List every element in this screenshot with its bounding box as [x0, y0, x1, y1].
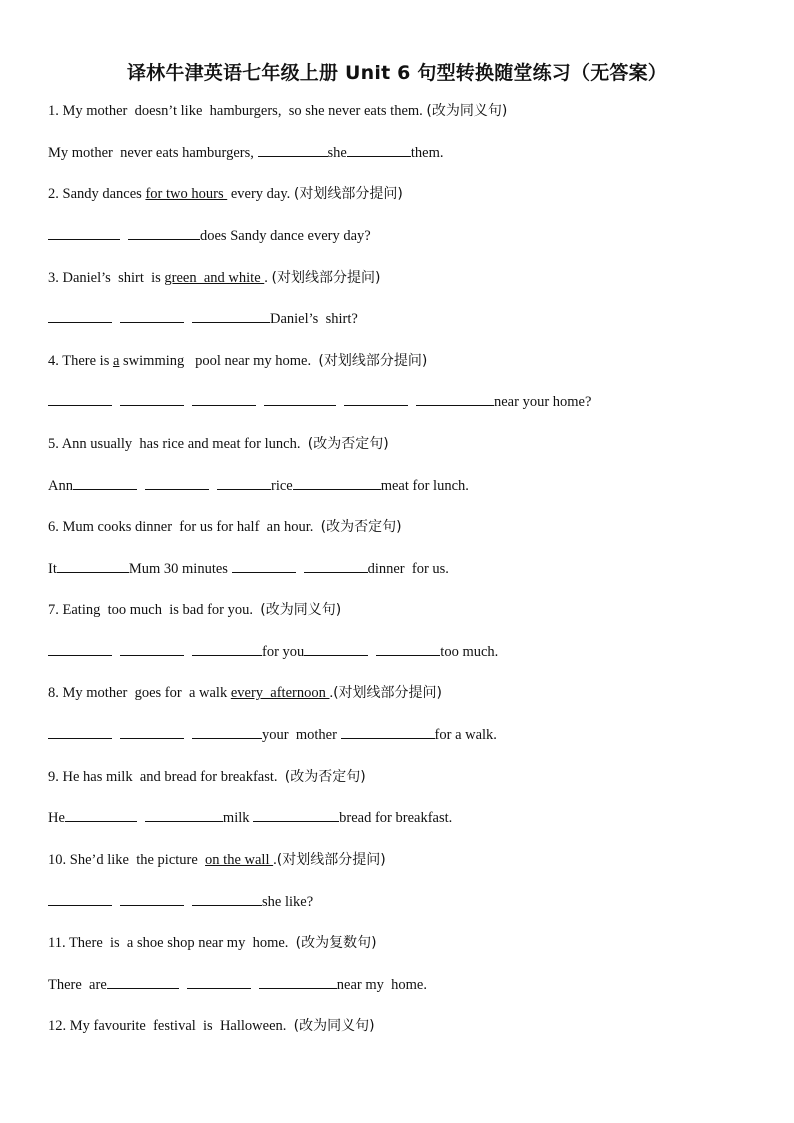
- question-text: 2. Sandy dances: [48, 186, 146, 202]
- question-text: 3. Daniel’s shirt is: [48, 270, 165, 286]
- answer-blank[interactable]: [304, 643, 368, 656]
- answer-blank[interactable]: [192, 893, 262, 906]
- answer-blank[interactable]: [120, 643, 184, 656]
- question-text: 11. There is a shoe shop near my home.: [48, 935, 296, 951]
- question-text: 5. Ann usually has rice and meat for lunch.: [48, 436, 308, 452]
- answer-text: It: [48, 561, 57, 577]
- answer-blank[interactable]: [264, 393, 336, 406]
- answer-blank[interactable]: [259, 976, 337, 989]
- page-title: 译林牛津英语七年级上册 Unit 6 句型转换随堂练习（无答案）: [126, 62, 667, 84]
- answer-9: [48, 809, 452, 827]
- question-8: [48, 684, 442, 702]
- answer-text: milk: [222, 810, 254, 826]
- answer-blank[interactable]: [48, 643, 112, 656]
- instruction-tag: (改为同义句): [426, 103, 508, 119]
- instruction-tag: (对划线部分提问): [271, 270, 381, 286]
- question-1: [48, 102, 507, 120]
- answer-7: [48, 643, 498, 661]
- answer-blank[interactable]: [120, 893, 184, 906]
- answer-blank[interactable]: [145, 477, 209, 490]
- instruction-tag: (改为否定句): [284, 769, 366, 785]
- answer-blank[interactable]: [73, 477, 137, 490]
- answer-10: [48, 893, 313, 911]
- answer-blank[interactable]: [258, 144, 328, 157]
- answer-blank[interactable]: [120, 310, 184, 323]
- answer-blank[interactable]: [192, 393, 256, 406]
- answer-blank[interactable]: [304, 560, 368, 573]
- instruction-tag: (对划线部分提问): [333, 685, 443, 701]
- answer-blank[interactable]: [48, 726, 112, 739]
- answer-blank[interactable]: [192, 726, 262, 739]
- answer-blank[interactable]: [48, 227, 120, 240]
- answer-text: bread for breakfast.: [339, 810, 453, 826]
- instruction-tag: (改为否定句): [307, 436, 389, 452]
- instruction-tag: (对划线部分提问): [293, 186, 403, 202]
- answer-text: them.: [410, 145, 444, 161]
- answer-blank[interactable]: [145, 809, 223, 822]
- answer-text: Ann: [48, 478, 73, 494]
- instruction-tag: (改为否定句): [320, 519, 402, 535]
- question-11: [48, 934, 377, 952]
- answer-text: Mum 30 minutes: [128, 561, 232, 577]
- underlined-part: every afternoon: [230, 685, 330, 701]
- question-10: [48, 851, 386, 869]
- answer-blank[interactable]: [347, 144, 411, 157]
- instruction-tag: (改为复数句): [295, 935, 377, 951]
- answer-text: Daniel’s shirt?: [270, 311, 358, 327]
- answer-text: near my home.: [336, 977, 427, 993]
- instruction-tag: (对划线部分提问): [276, 852, 386, 868]
- question-3: [48, 269, 380, 287]
- question-text: 4. There is: [48, 353, 113, 369]
- question-12: [48, 1017, 375, 1035]
- question-text: .: [273, 852, 277, 868]
- answer-text: she: [327, 145, 347, 161]
- answer-blank[interactable]: [217, 477, 271, 490]
- question-text: 6. Mum cooks dinner for us for half an hour.: [48, 519, 321, 535]
- answer-text: she like?: [262, 894, 314, 910]
- question-text: 7. Eating too much is bad for you.: [48, 602, 261, 618]
- underlined-part: a: [112, 353, 120, 369]
- answer-blank[interactable]: [341, 726, 435, 739]
- answer-text: for you: [262, 644, 305, 660]
- question-text: 12. My favourite festival is Halloween.: [48, 1018, 294, 1034]
- question-text: 1. My mother doesn’t like hamburgers, so she never eats them.: [48, 103, 427, 119]
- question-text: 8. My mother goes for a walk: [48, 685, 231, 701]
- answer-text: dinner for us.: [367, 561, 449, 577]
- underlined-part: green and white: [164, 270, 265, 286]
- answer-text: My mother never eats hamburgers,: [48, 145, 258, 161]
- answer-blank[interactable]: [376, 643, 440, 656]
- question-text: .: [264, 270, 272, 286]
- question-text: every day.: [227, 186, 294, 202]
- instruction-tag: (改为同义句): [260, 602, 342, 618]
- question-text: swimming pool near my home.: [119, 353, 319, 369]
- instruction-tag: (对划线部分提问): [318, 353, 428, 369]
- answer-blank[interactable]: [192, 643, 262, 656]
- answer-text: for a walk.: [434, 727, 497, 743]
- answer-blank[interactable]: [232, 560, 296, 573]
- answer-blank[interactable]: [120, 726, 184, 739]
- answer-1: [48, 144, 444, 162]
- answer-6: [48, 560, 449, 578]
- answer-blank[interactable]: [253, 809, 339, 822]
- question-4: [48, 352, 427, 370]
- answer-text: rice: [270, 478, 293, 494]
- answer-text: near your home?: [494, 394, 592, 410]
- answer-blank[interactable]: [344, 393, 408, 406]
- answer-text: There are: [48, 977, 107, 993]
- answer-blank[interactable]: [187, 976, 251, 989]
- question-text: .: [329, 685, 334, 701]
- answer-text: too much.: [440, 644, 499, 660]
- answer-blank[interactable]: [416, 393, 494, 406]
- answer-text: He: [48, 810, 65, 826]
- question-6: [48, 518, 402, 536]
- answer-blank[interactable]: [57, 560, 129, 573]
- question-5: [48, 435, 389, 453]
- underlined-part: for two hours: [145, 186, 228, 202]
- answer-blank[interactable]: [128, 227, 200, 240]
- answer-blank[interactable]: [65, 809, 137, 822]
- answer-blank[interactable]: [293, 477, 381, 490]
- question-text: 9. He has milk and bread for breakfast.: [48, 769, 285, 785]
- question-2: [48, 185, 403, 203]
- answer-blank[interactable]: [48, 310, 112, 323]
- answer-5: [48, 477, 469, 495]
- answer-blank[interactable]: [48, 893, 112, 906]
- question-7: [48, 601, 341, 619]
- answer-blank[interactable]: [48, 393, 112, 406]
- question-9: [48, 768, 366, 786]
- answer-text: your mother: [262, 727, 341, 743]
- answer-text: meat for lunch.: [380, 478, 469, 494]
- answer-2: [48, 227, 371, 245]
- answer-8: [48, 726, 497, 744]
- answer-3: [48, 310, 358, 328]
- answer-11: [48, 976, 427, 994]
- answer-blank[interactable]: [107, 976, 179, 989]
- answer-4: [48, 393, 591, 411]
- answer-blank[interactable]: [192, 310, 270, 323]
- underlined-part: on the wall: [205, 852, 274, 868]
- answer-blank[interactable]: [120, 393, 184, 406]
- question-text: 10. She’d like the picture: [48, 852, 206, 868]
- instruction-tag: (改为同义句): [293, 1018, 375, 1034]
- answer-text: does Sandy dance every day?: [200, 228, 371, 244]
